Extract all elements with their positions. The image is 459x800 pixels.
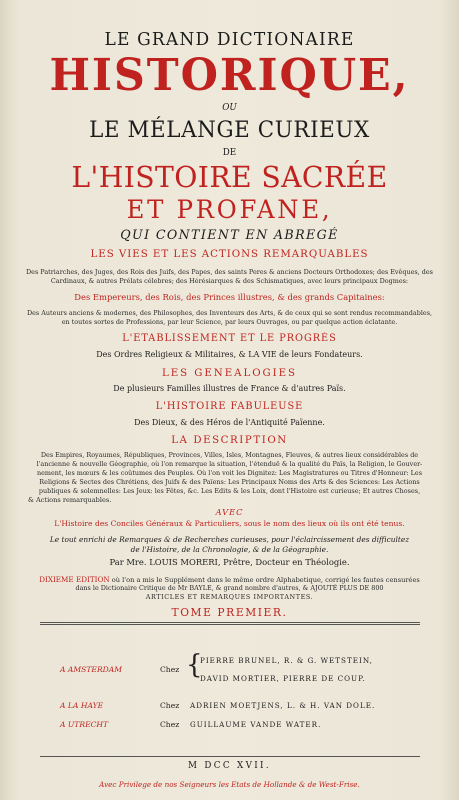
chez-label: Chez [160, 665, 180, 674]
description-line: l'ancienne & nouvelle Géographie, où l'on remarque la situation, l'étenduë & la qualité du Païs, la Religion, le Gouver- [36, 460, 423, 468]
description-line: Religions & Sectes des Chrétiens, des Juifs & des Païens: Les Principaux Noms des Arts & des Sciences: Les Actions [39, 478, 420, 486]
title-historique: HISTORIQUE, [49, 50, 410, 101]
genealogies-heading: LES GENEALOGIES [161, 367, 298, 379]
enrichi-line-1: Le tout enrichi de Remarques & de Recherches curieuses, pour l'éclaircissement des difficultez [49, 535, 410, 544]
vies-text-2: Cardinaux, & autres Prélats célebres; des Hérésiarques & des Schismatiques, avec leurs principaux Dogmes: [50, 277, 409, 285]
description-heading: LA DESCRIPTION [171, 434, 288, 446]
etablissement-heading: L'ETABLISSEMENT ET LE PROGRÉS [122, 333, 337, 344]
city-utrecht: A UTRECHT [60, 720, 109, 729]
edition-line-2: dans le Dictionaire Critique de Mr BAYLE, & grand nombre d'autres, & AJOUTÉ PLUS DE 800 [75, 584, 384, 592]
fabuleuse-heading: L'HISTOIRE FABULEUSE [155, 401, 304, 412]
edition-text: où l'on a mis le Supplément dans le même ordre Alphabetique, corrigé les fautes censurées [109, 576, 420, 584]
publisher-utrecht: GUILLAUME VANDE WATER. [190, 720, 322, 729]
title-histoire-sacree: L'HISTOIRE SACRÉE [71, 160, 388, 194]
auteurs-text-2: en toutes sortes de Professions, par leur Science, par leurs Ouvrages, ou par quelque action éclatante. [61, 318, 398, 326]
empereurs-line: Des Empereurs, des Rois, des Princes illustres, & des grands Capitaines: [74, 293, 385, 303]
description-line: & Actions remarquables. [28, 496, 112, 504]
description-line: Des Empires, Royaumes, Républiques, Provinces, Villes, Isles, Montagnes, Fleuves, & autres lieux considérables de [40, 451, 419, 459]
title-line-1: LE GRAND DICTIONAIRE [104, 30, 355, 50]
title-ou: OU [222, 103, 237, 113]
edition-line-1 [6, 575, 453, 584]
etablissement-text: Des Ordres Religieux & Militaires, & LA VIE de leurs Fondateurs. [96, 349, 363, 359]
chez-label: Chez [160, 701, 180, 710]
conciles-line: L'Histoire des Conciles Généraux & Particuliers, sous le nom des lieux où ils ont été tenus. [54, 519, 405, 528]
chez-label: Chez [160, 720, 180, 729]
edition-line-3: ARTICLES ET REMARQUES IMPORTANTES. [145, 593, 314, 601]
publisher-amsterdam-1: PIERRE BRUNEL, R. & G. WETSTEIN, [200, 656, 373, 665]
tome-label: TOME PREMIER. [171, 606, 288, 619]
avec-label: AVEC [215, 508, 244, 518]
vies-heading: LES VIES ET LES ACTIONS REMARQUABLES [90, 248, 369, 260]
publisher-la-haye: ADRIEN MOETJENS, L. & H. VAN DOLE. [190, 701, 376, 710]
genealogies-text: De plusieurs Familles illustres de France & d'autres Païs. [113, 383, 346, 393]
publisher-amsterdam-2: DAVID MORTIER, PIERRE DE COUP. [200, 674, 366, 683]
imprint-year: M DCC XVII. [187, 761, 272, 771]
divider-rule [40, 756, 420, 757]
divider-rule [40, 622, 420, 623]
city-amsterdam: A AMSTERDAM [60, 665, 123, 674]
title-et-profane: ET PROFANE, [126, 195, 333, 224]
vies-text-1: Des Patriarches, des Juges, des Rois des Juifs, des Papes, des saints Peres & anciens Docteurs Orthodoxes; des Evêques, des [26, 268, 433, 276]
edition-label: DIXIEME EDITION [39, 575, 110, 584]
title-qui-contient: QUI CONTIENT EN ABREGÉ [120, 228, 339, 243]
description-line: publiques & solemnelles: Les Jeux: les Fêtes, &c. Les Edits & les Loix, dont l'Histoire est curieuse; Et autres Choses, [38, 487, 421, 495]
brace-glyph: { [186, 650, 203, 680]
description-line: nement, les mœurs & les coûtumes des Peuples. Où l'on voit les Dignitez: Les Magistratures ou Titres d'Honneur: Les [36, 469, 423, 477]
title-de: DE [222, 148, 237, 158]
enrichi-line-2: de l'Histoire, de la Chronologie, & de la Géographie. [130, 545, 329, 554]
divider-rule [40, 624, 420, 625]
auteurs-text-1: Des Auteurs anciens & modernes, des Philosophes, des Inventeurs des Arts, & de ceux qui se sont rendus recommandables, [26, 309, 433, 317]
privilege-line: Avec Privilege de nos Seigneurs les Etats de Hollande & de West-Frise. [99, 780, 360, 789]
city-la-haye: A LA HAYE [60, 701, 104, 710]
title-melange: LE MÉLANGE CURIEUX [89, 118, 370, 143]
author-line: Par Mre. LOUIS MORERI, Prêtre, Docteur en Théologie. [109, 558, 350, 568]
fabuleuse-text: Des Dieux, & des Héros de l'Antiquité Païenne. [134, 417, 325, 427]
